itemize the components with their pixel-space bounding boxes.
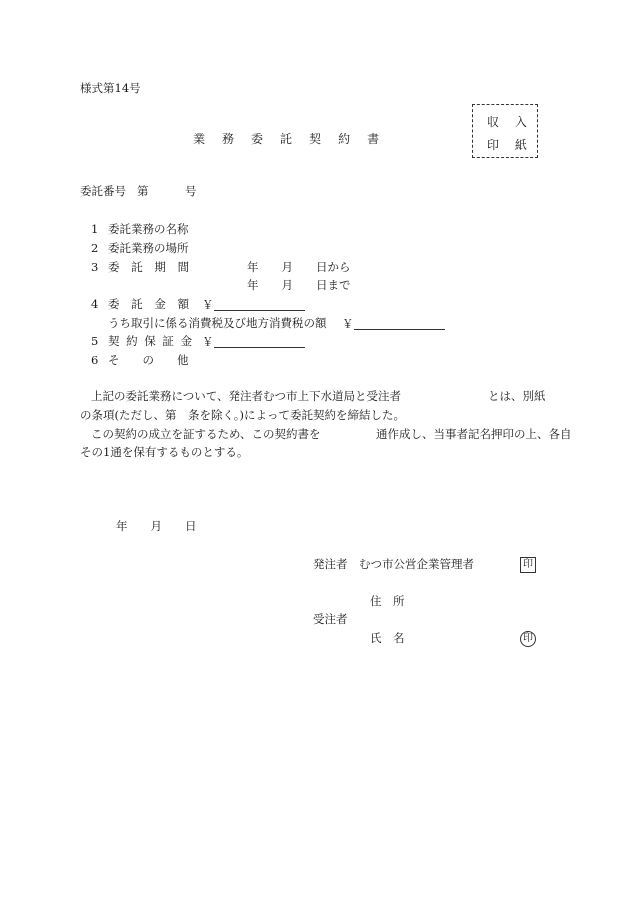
stamp-label-line1: 収 入 <box>487 115 533 129</box>
contractor-address-label: 住 所 <box>370 594 405 608</box>
body-paragraph-1b: とは、別紙 <box>488 389 546 403</box>
contract-number-label: 委託番号 <box>80 184 126 198</box>
yen-sign: ￥ <box>342 316 354 331</box>
orderer-seal-mark: 印 <box>520 557 536 573</box>
contract-amount-field <box>202 298 305 311</box>
body-paragraph-1c: の条項(ただし、第 条を除く。)によって委託契約を締結した。 <box>80 408 405 422</box>
amount-blank-line <box>214 298 305 311</box>
body-paragraph-1a: 上記の委託業務について、発注者むつ市上下水道局と受注者 <box>91 389 402 403</box>
revenue-stamp-box <box>472 104 538 158</box>
item-1-number: 1 <box>91 222 99 236</box>
item-3-number: 3 <box>91 260 99 274</box>
body-paragraph-2b: 通作成し、当事者記名押印の上、各自 <box>376 427 572 441</box>
item-5-number: 5 <box>91 334 99 348</box>
item-2-label: 委託業務の場所 <box>108 241 189 255</box>
contractor-label: 受注者 <box>313 612 348 626</box>
item-4-label: 委 託 金 額 <box>108 297 194 311</box>
form-number: 様式第14号 <box>80 81 141 95</box>
period-from: 年 月 日から <box>247 260 351 274</box>
yen-sign: ￥ <box>202 334 214 349</box>
tax-amount-field <box>342 317 445 330</box>
item-1-label: 委託業務の名称 <box>108 222 189 236</box>
item-5-label: 契 約 保 証 金 <box>108 334 194 348</box>
body-paragraph-2c: その1通を保有するものとする。 <box>80 445 249 459</box>
item-2-number: 2 <box>91 241 99 255</box>
date-line: 年 月 日 <box>116 519 197 533</box>
stamp-label-line2: 印 紙 <box>487 138 533 152</box>
document-title: 業 務 委 託 契 約 書 <box>193 132 386 146</box>
body-paragraph-2a: この契約の成立を証するため、この契約書を <box>91 427 321 441</box>
guarantee-blank-line <box>214 335 305 348</box>
orderer-label: 発注者 <box>313 557 348 571</box>
item-4-number: 4 <box>91 297 99 311</box>
contractor-seal-mark: 印 <box>520 631 536 647</box>
contractor-name-label: 氏 名 <box>370 631 405 645</box>
item-3-label: 委 託 期 間 <box>108 260 194 274</box>
item-6-label: そ の 他 <box>108 353 189 367</box>
tax-amount-label: うち取引に係る消費税及び地方消費税の額 <box>108 316 327 330</box>
contract-number-dai: 第 <box>137 184 149 198</box>
contract-number-go: 号 <box>185 184 197 198</box>
item-6-number: 6 <box>91 353 99 367</box>
period-to: 年 月 日まで <box>247 278 351 292</box>
yen-sign: ￥ <box>202 297 214 312</box>
guarantee-amount-field <box>202 335 305 348</box>
orderer-name: むつ市公営企業管理者 <box>359 557 474 571</box>
tax-blank-line <box>354 317 445 330</box>
